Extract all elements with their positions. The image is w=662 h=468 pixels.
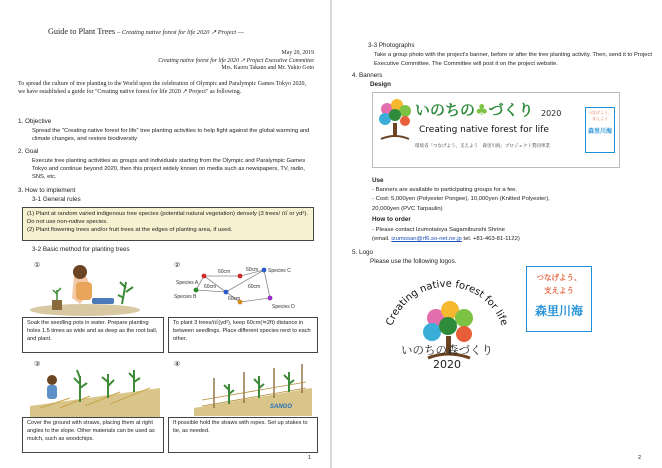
page-number: 1 <box>308 455 312 461</box>
side-logo-line2: 支えよう <box>592 116 608 121</box>
clover-icon: ♣ <box>475 101 489 119</box>
page-number: 2 <box>638 455 642 461</box>
header-block <box>158 50 314 73</box>
sango-logo: SANGO <box>270 404 293 410</box>
distance-label: 60cm <box>246 267 259 273</box>
species-a-label: Species A <box>176 280 199 286</box>
distance-label: 60cm <box>248 284 261 290</box>
logo-year: 2020 <box>433 358 461 371</box>
s1-text: Spread the "Creating native forest for life" tree planting activities to help fight against the global warming and climate changes, and restore biodiversity <box>32 128 310 142</box>
logo-arc-textpath: Creating native forest for life <box>384 278 510 328</box>
banner-jp-title-part2: づくり <box>488 101 534 119</box>
step-1-illustration <box>30 258 150 318</box>
guide-subtitle: – Creating native forest for life 2020 ↗ Project ― <box>117 29 244 36</box>
logo-jp-title: いのちの森づくり <box>401 343 493 357</box>
s1-heading: 1. Objective <box>18 118 52 125</box>
use-list <box>372 186 550 214</box>
step-1-caption: Soak the seedling pots in water. Prepare planting holes 1.5 times as wide and as deep as the root ball, and plant. <box>22 317 164 353</box>
rule-1: (1) Plant at random varied indigenous tree species (potential natural vegetation) densely (3 trees/ ㎡ or yd²). Do not use non-native species. <box>27 211 308 225</box>
order-block <box>372 226 520 245</box>
intro-paragraph: To spread the culture of tree planting to the World upon the celebration of Olympic and Paralympic Games Tokyo 2020, we have established a guide for "Creating native forest for life 2020 ↗ Project" as following. <box>18 81 307 96</box>
banner-en-title: Creating native forest for life <box>419 125 549 135</box>
date: May 20, 2019 <box>281 50 314 56</box>
use-line: 20,000yen (PVC Tarpaulin) <box>372 205 443 212</box>
side-logo-line1: つなげよう、 <box>588 110 612 115</box>
step-4-caption: If possible hold the straws with ropes. Set up stakes to tie, as needed. <box>168 417 318 453</box>
guide-title: Guide to Plant Trees <box>48 27 116 36</box>
logo2-line1: つなげよう、 <box>536 273 582 282</box>
banner-side-logo <box>585 107 615 153</box>
s32-heading: 3-2 Basic method for planting trees <box>32 246 130 253</box>
step-3-illustration <box>30 358 160 418</box>
s31-heading: 3-1 General rules <box>32 196 81 203</box>
distance-label: 60cm <box>228 296 241 302</box>
s33-text: Take a group photo with the project's banner, before or after the tree planting activity. Then, send it to Project Executive Committee. The Committee will post it on the project website. <box>374 52 653 67</box>
species-b-label: Species B <box>174 294 197 300</box>
s3-heading: 3. How to implement <box>18 187 76 194</box>
banner-year: 2020 <box>541 109 562 118</box>
use-line: - Cost: 5,000yen (Polyester Pongee), 10,000yen (Knitted Polyester), <box>372 196 550 203</box>
general-rules-box <box>22 207 314 241</box>
distance-label: 60cm <box>204 284 217 290</box>
use-line: - Banners are available to participating groups for a fee. <box>372 187 518 193</box>
mori-sato-kawa-umi-logo <box>526 266 592 332</box>
s5-text: Please use the following logos. <box>370 258 457 265</box>
use-label: Use <box>372 177 384 184</box>
banner-tree-logo <box>377 99 413 143</box>
logo2-line3: 森里川海 <box>534 304 583 318</box>
order-prefix: (email. <box>372 236 392 243</box>
page-1 <box>0 0 330 468</box>
banner-subtitle: 環境省「つなげよう、支えよう 森里川海」プロジェクト賛同事業 <box>415 144 550 149</box>
guide-title-line <box>48 27 244 36</box>
species-node-b <box>194 288 199 293</box>
species-d-label: Species D <box>272 304 295 310</box>
species-node-c <box>262 268 267 273</box>
s33-heading: 3-3 Photographs <box>368 42 415 49</box>
step-2-number: ② <box>174 262 181 269</box>
project-banner <box>372 92 620 168</box>
step-3-number: ③ <box>34 361 41 368</box>
s2-heading: 2. Goal <box>18 148 39 155</box>
side-logo-line3: 森里川海 <box>587 128 612 135</box>
species-c-label: Species C <box>268 268 291 274</box>
species-node-a <box>202 274 207 279</box>
step-1-number: ① <box>34 262 41 269</box>
s2-text: Execute tree planting activities as groups and individuals starting from the Olympic and Paralympic Games Tokyo and continue beyond 2020, then this project widely known on media such as newspapers, TV, radio, SNS, etc. <box>32 158 306 181</box>
planting-distance-diagram <box>168 258 318 318</box>
step-3-caption: Cover the ground with straws, placing them at right angles to the slope. Other materials can be used as mulch, such as woodchips. <box>22 417 164 453</box>
s4-heading: 4. Banners <box>352 72 383 79</box>
org-committee: Creating native forest for life 2020 ↗ Project Executive Committee <box>158 57 314 64</box>
species-node-d <box>268 296 273 301</box>
order-label: How to order <box>372 216 411 223</box>
step-4-illustration <box>194 358 312 416</box>
banner-jp-title <box>415 99 533 120</box>
design-label: Design <box>370 81 391 88</box>
order-email-link[interactable]: izumosan@rf6.so-net.ne.jp <box>391 236 462 243</box>
s5-heading: 5. Logo <box>352 249 374 256</box>
rule-2: (2) Plant flowering trees and/or fruit trees at the edges of planting area, if used. <box>27 227 233 233</box>
distance-label: 60cm <box>218 269 231 275</box>
order-phone: tel. +81-463-81-1122) <box>461 236 520 243</box>
order-contact <box>372 235 520 244</box>
page-2 <box>332 0 662 468</box>
org-names: Mrs. Kaoru Takano and Mr. Yukio Goto <box>221 65 314 72</box>
step-4-number: ④ <box>174 361 181 368</box>
step-2-caption: To plant 3 trees/㎡(yd²), keep 60cm(≒2ft) distance in between seedlings. Place different species next to each other. <box>168 317 318 353</box>
banner-jp-title-part1: いのちの <box>415 101 476 119</box>
logo2-line2: 支えよう <box>544 286 574 295</box>
order-line-1: - Please contact Izumotaisya Sagamibunshi Shrine <box>372 227 505 233</box>
